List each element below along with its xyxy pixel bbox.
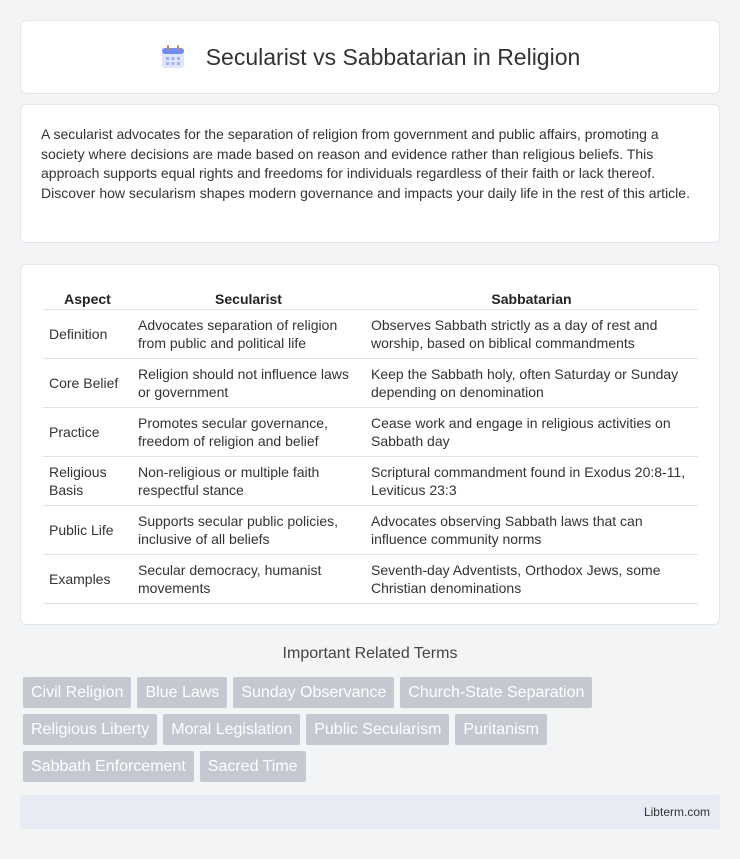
row-secularist: Secular democracy, humanist movements: [132, 555, 365, 604]
related-term-tag[interactable]: Moral Legislation: [163, 714, 300, 745]
related-term-tag[interactable]: Sacred Time: [200, 751, 306, 782]
related-term-tag[interactable]: Civil Religion: [23, 677, 131, 708]
page-title: Secularist vs Sabbatarian in Religion: [205, 43, 581, 70]
row-secularist: Supports secular public policies, inclusive of all beliefs: [132, 506, 365, 555]
table-row: [43, 408, 698, 457]
header-secularist: Secularist: [132, 287, 365, 310]
row-sabbatarian: Cease work and engage in religious activities on Sabbath day: [365, 408, 698, 457]
comparison-table: [43, 287, 698, 604]
related-terms-title: Important Related Terms: [282, 645, 458, 662]
footer: [20, 795, 720, 829]
intro-text: A secularist advocates for the separation of religion from government and public affairs, promoting a society where decisions are made based on reason and evidence rather than religious beliefs. This approach supports equal rights and freedoms for individuals regardless of their faith or lack thereof. Discover how secularism shapes modern governance and impacts your daily life in the rest of this article.: [41, 126, 690, 201]
related-term-tag[interactable]: Puritanism: [455, 714, 547, 745]
related-term-tag[interactable]: Public Secularism: [306, 714, 449, 745]
row-sabbatarian: Scriptural commandment found in Exodus 20:8-11, Leviticus 23:3: [365, 457, 698, 506]
related-term-tag[interactable]: Sunday Observance: [233, 677, 394, 708]
table-row: [43, 555, 698, 604]
table-header-row: [43, 287, 698, 310]
row-sabbatarian: Advocates observing Sabbath laws that can influence community norms: [365, 506, 698, 555]
table-row: [43, 457, 698, 506]
row-sabbatarian: Seventh-day Adventists, Orthodox Jews, some Christian denominations: [365, 555, 698, 604]
intro-card: [20, 104, 720, 243]
row-sabbatarian: Observes Sabbath strictly as a day of rest and worship, based on biblical commandments: [365, 310, 698, 359]
row-aspect: Examples: [43, 555, 132, 604]
row-secularist: Advocates separation of religion from public and political life: [132, 310, 365, 359]
related-term-tag[interactable]: Church-State Separation: [400, 677, 592, 708]
header-aspect: Aspect: [43, 287, 132, 310]
related-term-tag[interactable]: Blue Laws: [137, 677, 227, 708]
row-aspect: Practice: [43, 408, 132, 457]
row-secularist: Religion should not influence laws or government: [132, 359, 365, 408]
header-sabbatarian: Sabbatarian: [365, 287, 698, 310]
table-row: [43, 359, 698, 408]
comparison-table-card: [20, 264, 720, 625]
related-term-tag[interactable]: Religious Liberty: [23, 714, 157, 745]
row-secularist: Promotes secular governance, freedom of religion and belief: [132, 408, 365, 457]
title-card: [20, 20, 720, 94]
table-row: [43, 310, 698, 359]
related-term-tag[interactable]: Sabbath Enforcement: [23, 751, 194, 782]
row-sabbatarian: Keep the Sabbath holy, often Saturday or Sunday depending on denomination: [365, 359, 698, 408]
row-aspect: Religious Basis: [43, 457, 132, 506]
table-row: [43, 506, 698, 555]
row-aspect: Public Life: [43, 506, 132, 555]
related-terms-list: [23, 677, 723, 788]
row-secularist: Non-religious or multiple faith respectful stance: [132, 457, 365, 506]
row-aspect: Core Belief: [43, 359, 132, 408]
footer-site-link[interactable]: Libterm.com: [643, 805, 710, 819]
calendar-icon: [160, 44, 186, 70]
row-aspect: Definition: [43, 310, 132, 359]
